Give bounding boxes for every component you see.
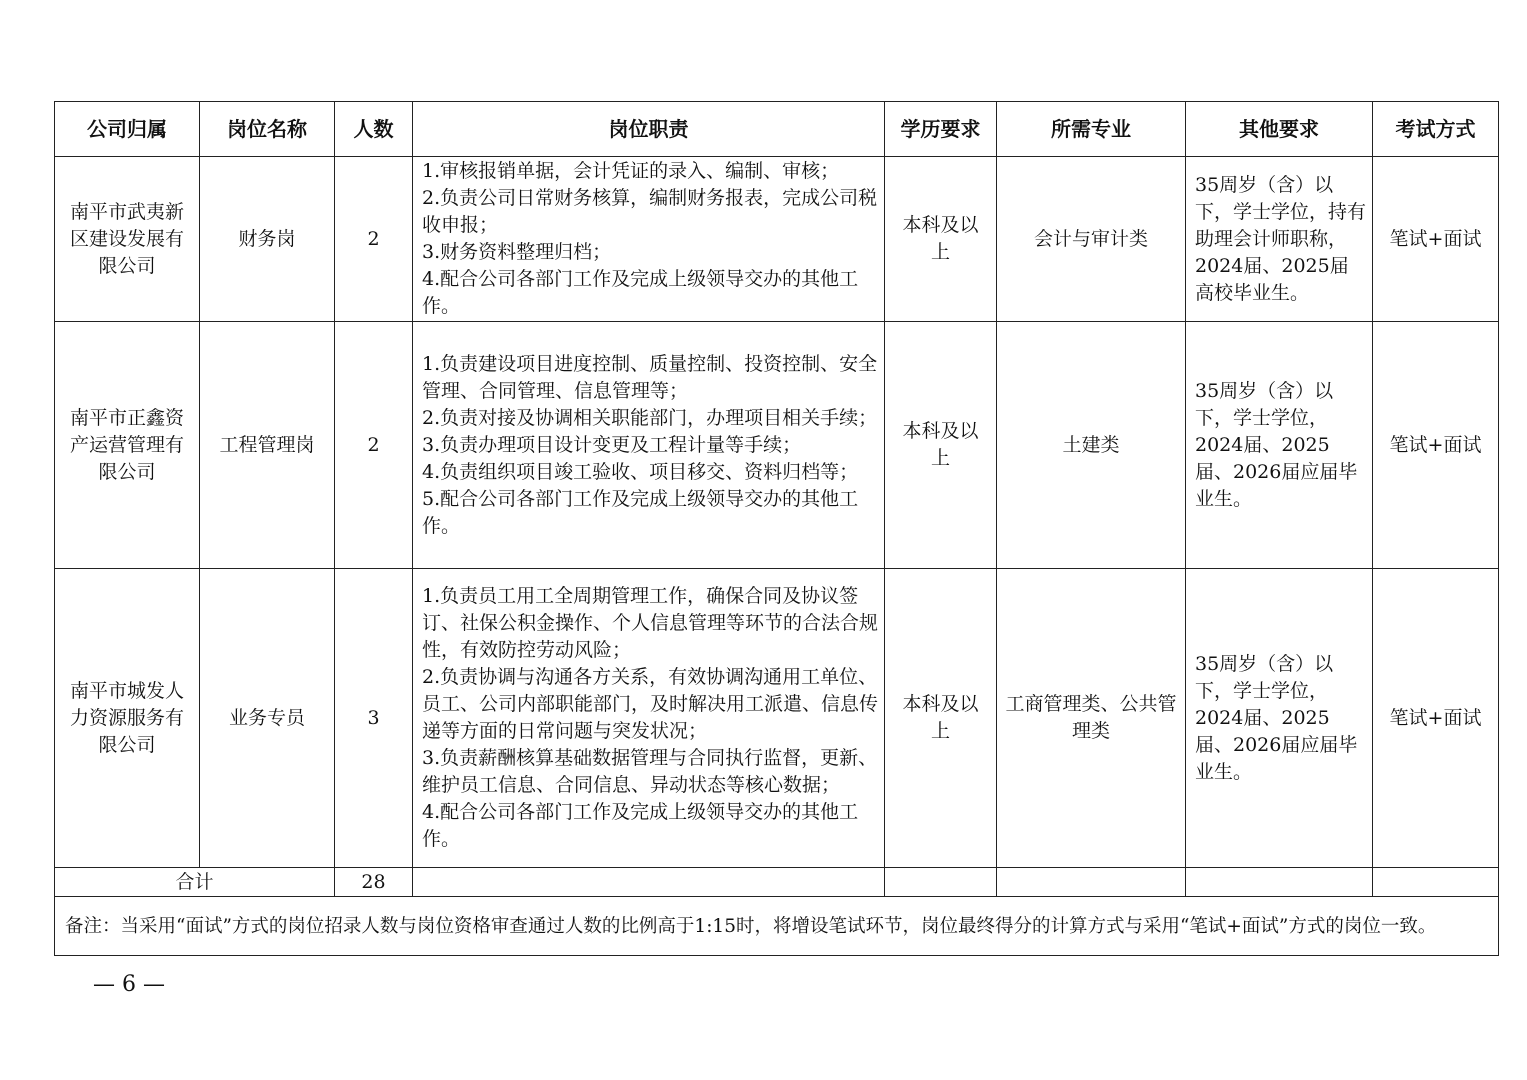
duties-cell [413,157,885,322]
duty-item: 4.负责组织项目竣工验收、项目移交、资料归档等； [422,460,859,483]
total-row [55,868,1499,897]
empty-cell [1186,868,1373,897]
count-cell: 3 [335,569,413,868]
duties-cell [413,322,885,569]
other-requirements-cell: 35周岁（含）以下，学士学位，2024届、2025届、2026届应届毕业生。 [1186,322,1373,569]
duty-item: 1.审核报销单据，会计凭证的录入、编制、审核； [422,160,840,182]
duty-item: 4.配合公司各部门工作及完成上级领导交办的其他工作。 [422,268,859,317]
note-row [55,897,1499,956]
other-requirements-cell: 35周岁（含）以下，学士学位，2024届、2025届、2026届应届毕业生。 [1186,569,1373,868]
duty-item: 1.负责建设项目进度控制、质量控制、投资控制、安全管理、合同管理、信息管理等； [422,352,878,402]
note-text: 备注：当采用“面试”方式的岗位招录人数与岗位资格审查通过人数的比例高于1:15时，将增设笔试环节，岗位最终得分的计算方式与采用“笔试+面试”方式的岗位一致。 [55,897,1499,956]
exam-cell: 笔试+面试 [1373,569,1499,868]
recruitment-table [54,101,1499,956]
company-cell: 南平市城发人力资源服务有限公司 [55,569,200,868]
duty-item: 1.负责员工用工全周期管理工作，确保合同及协议签订、社保公积金操作、个人信息管理等环节的合法合规性，有效防控劳动风险； [422,585,879,661]
page-number: — 6 — [93,972,165,997]
header-position: 岗位名称 [200,102,335,157]
major-cell: 会计与审计类 [997,157,1186,322]
empty-cell [885,868,997,897]
duty-item: 3.财务资料整理归档； [422,241,612,263]
duty-item: 5.配合公司各部门工作及完成上级领导交办的其他工作。 [422,487,859,537]
header-other: 其他要求 [1186,102,1373,157]
position-cell: 财务岗 [200,157,335,322]
major-cell: 土建类 [997,322,1186,569]
position-cell: 工程管理岗 [200,322,335,569]
table-row [55,157,1499,322]
empty-cell [997,868,1186,897]
count-cell: 2 [335,157,413,322]
education-cell: 本科及以上 [885,322,997,569]
duty-item: 2.负责公司日常财务核算，编制财务报表，完成公司税收申报； [422,187,878,236]
duty-item: 3.负责办理项目设计变更及工程计量等手续； [422,433,802,456]
count-cell: 2 [335,322,413,569]
major-cell: 工商管理类、公共管理类 [997,569,1186,868]
header-duties: 岗位职责 [413,102,885,157]
header-count: 人数 [335,102,413,157]
duty-item: 2.负责协调与沟通各方关系，有效协调沟通用工单位、员工、公司内部职能部门，及时解决用工派遣、信息传递等方面的日常问题与突发状况； [422,666,879,742]
duty-item: 3.负责薪酬核算基础数据管理与合同执行监督，更新、维护员工信息、合同信息、异动状态等核心数据； [422,747,878,796]
exam-cell: 笔试+面试 [1373,322,1499,569]
company-cell: 南平市武夷新区建设发展有限公司 [55,157,200,322]
education-cell: 本科及以上 [885,157,997,322]
header-row [55,102,1499,157]
empty-cell [413,868,885,897]
empty-cell [1373,868,1499,897]
header-company: 公司归属 [55,102,200,157]
exam-cell: 笔试+面试 [1373,157,1499,322]
total-count: 28 [335,868,413,897]
total-label: 合计 [55,868,335,897]
header-exam: 考试方式 [1373,102,1499,157]
duty-item: 4.配合公司各部门工作及完成上级领导交办的其他工作。 [422,801,859,850]
table-row [55,569,1499,868]
duties-cell [413,569,885,868]
other-requirements-cell: 35周岁（含）以下，学士学位，持有助理会计师职称，2024届、2025届高校毕业生。 [1186,157,1373,322]
position-cell: 业务专员 [200,569,335,868]
duty-item: 2.负责对接及协调相关职能部门，办理项目相关手续； [422,406,878,429]
header-education: 学历要求 [885,102,997,157]
education-cell: 本科及以上 [885,569,997,868]
company-cell: 南平市正鑫资产运营管理有限公司 [55,322,200,569]
table-row [55,322,1499,569]
recruitment-table-wrapper [54,101,1498,956]
header-major: 所需专业 [997,102,1186,157]
